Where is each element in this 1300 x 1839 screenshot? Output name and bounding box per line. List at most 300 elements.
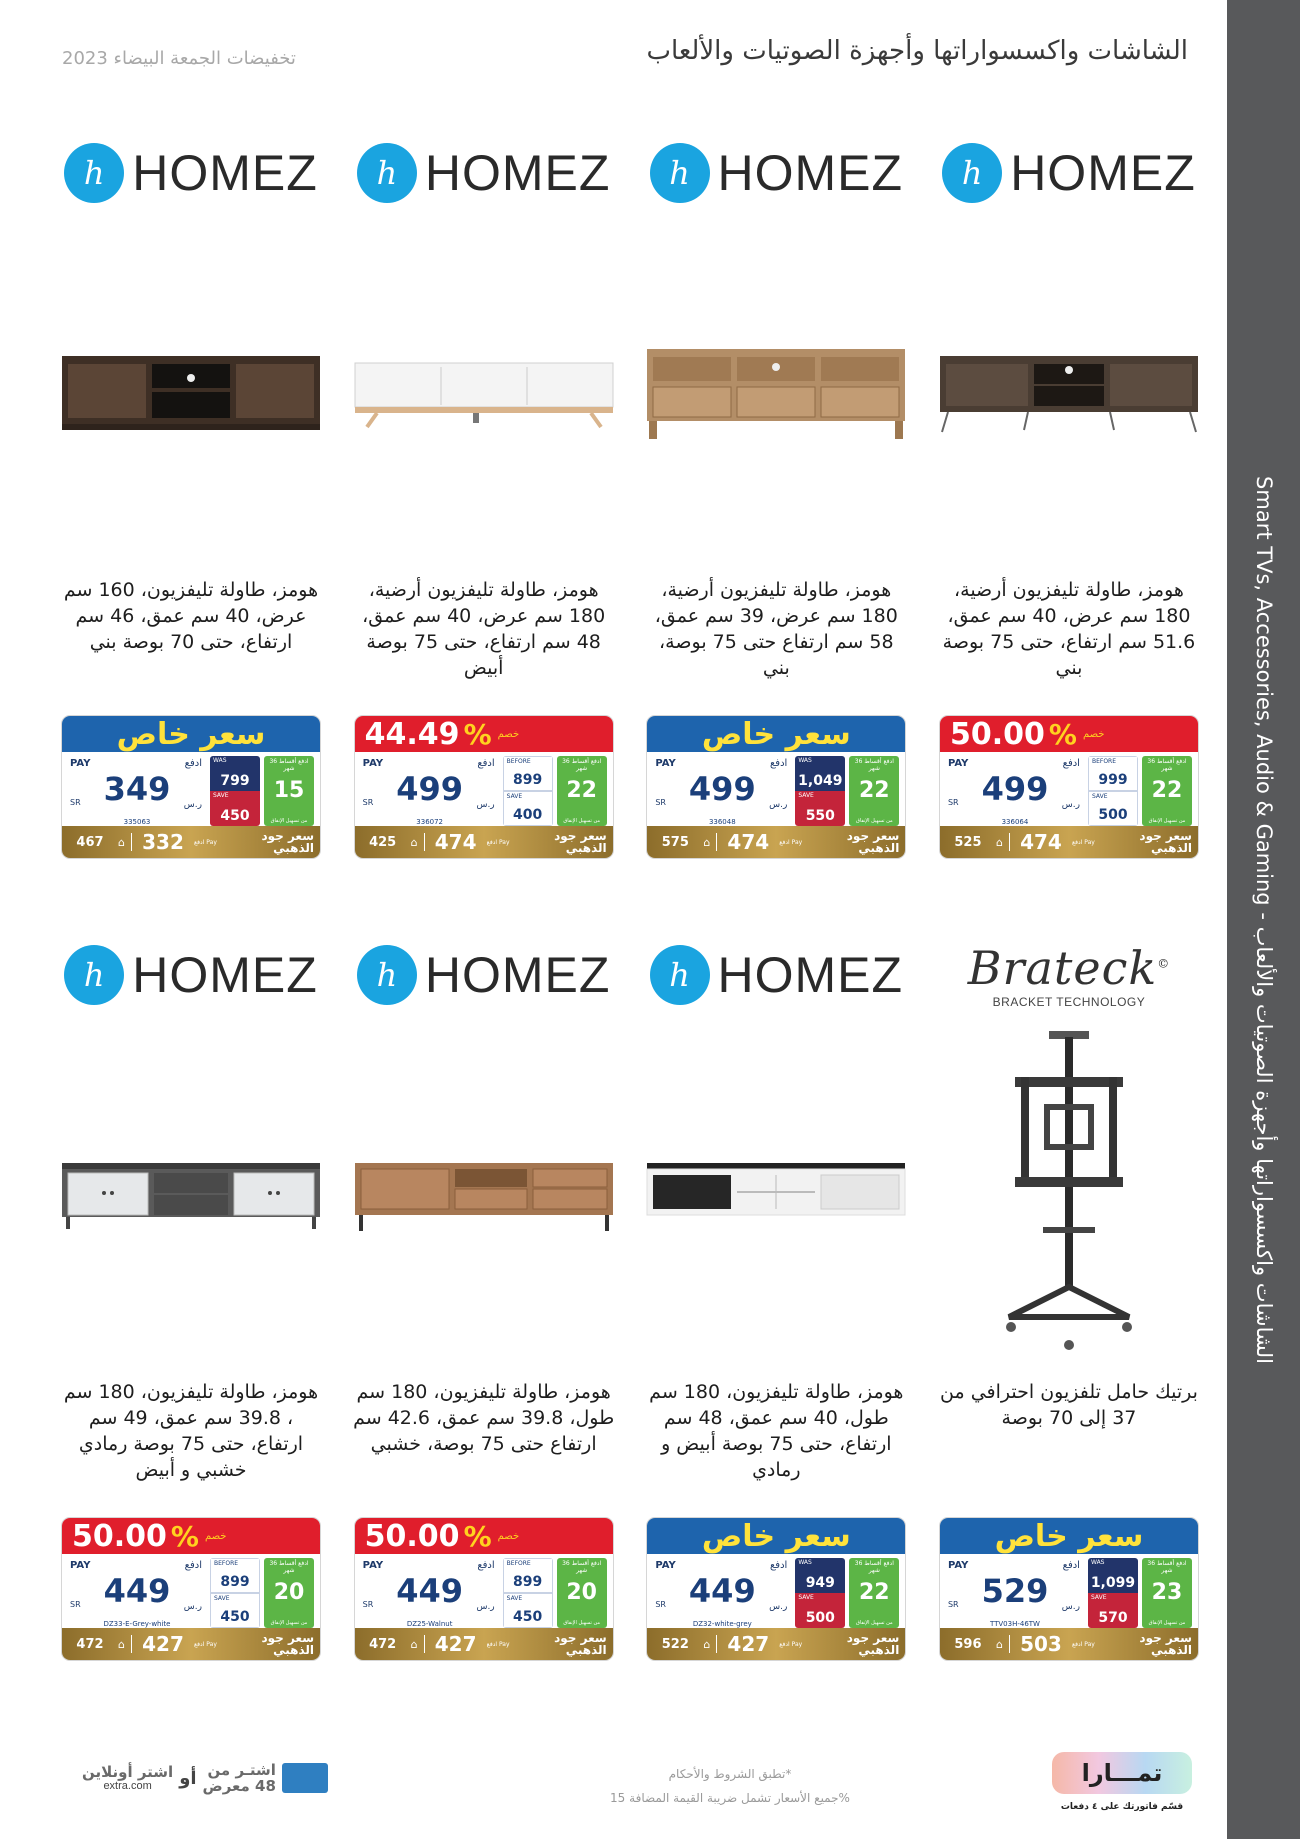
gold-original-price: 467 <box>76 834 104 850</box>
installment-amount: 20 <box>566 1580 597 1605</box>
product-sku: 336064 <box>1001 818 1029 826</box>
installment-label: ادفع أقساط 36 شهر <box>562 1560 602 1574</box>
product-image <box>60 1027 322 1367</box>
product-sku: TTV03H-46TW <box>989 1620 1040 1628</box>
pay-label-ar: ادفع <box>1062 1560 1080 1571</box>
or-text: أو <box>179 1767 197 1789</box>
save-amount: 450 <box>220 808 250 824</box>
currency-rs: ر.س <box>183 800 202 810</box>
price-details <box>940 1554 1198 1628</box>
was-save-box <box>210 756 260 826</box>
price-tag <box>940 716 1198 858</box>
product-image <box>60 225 322 565</box>
currency-rs: ر.س <box>769 800 788 810</box>
installment-amount: 22 <box>566 778 597 803</box>
installment-box <box>849 1558 899 1628</box>
gold-original-price: 525 <box>954 834 982 850</box>
gold-label: سعر جود الذهبي <box>554 829 607 855</box>
homez-mark-icon: h <box>357 945 417 1005</box>
pay-label-en: PAY <box>947 1560 969 1571</box>
brand-logo <box>60 120 322 225</box>
save-label: SAVE <box>798 1594 814 1601</box>
discount-label: خصم <box>204 1530 227 1542</box>
special-price-label: سعر خاص <box>994 1518 1144 1554</box>
store-icon <box>282 1763 328 1793</box>
save-label: SAVE <box>213 792 229 799</box>
divider <box>1009 833 1010 851</box>
pay-price: 449 <box>396 1572 464 1610</box>
homez-mark-icon: h <box>357 143 417 203</box>
installment-note: من تسهيل الإنفاق <box>563 818 600 824</box>
product-description: هومز، طاولة تليفزيون، 160 سم عرض، 40 سم عمق، 46 سم ارتفاع، حتى 70 بوصة بني <box>63 579 319 653</box>
homez-logo <box>357 945 611 1005</box>
homez-logo <box>942 143 1196 203</box>
pay-box <box>653 1558 791 1628</box>
pay-label-ar: ادفع <box>184 1560 202 1571</box>
gold-price-strip <box>647 826 905 858</box>
discount-label: خصم <box>497 728 520 740</box>
gold-price: 427 <box>434 1632 477 1656</box>
save-label: SAVE <box>798 792 814 799</box>
extra-url: extra.com <box>103 1780 152 1792</box>
gold-price-strip <box>940 826 1198 858</box>
was-label: BEFORE <box>506 1560 531 1567</box>
save-amount: 500 <box>805 1610 835 1626</box>
product-card[interactable] <box>60 120 322 870</box>
currency-rs: ر.س <box>769 1602 788 1612</box>
save-amount: 570 <box>1098 1610 1128 1626</box>
terms-text: *تطبق الشروط والأحكام <box>668 1767 792 1781</box>
installment-note: من تسهيل الإنفاق <box>855 1620 893 1626</box>
product-description: هومز، طاولة تليفزيون، 180 سم ، 39.8 سم عمق، 49 سم ارتفاع، حتى 75 بوصة رمادي خشبي و أبيض <box>63 1381 319 1481</box>
divider <box>131 833 132 851</box>
save-amount: 450 <box>220 1609 250 1625</box>
store-text: اشتـر من 48 معرض <box>202 1761 276 1795</box>
currency-rs: ر.س <box>476 800 495 810</box>
extra-logo[interactable] <box>82 1764 173 1792</box>
homez-mark-icon: h <box>650 945 710 1005</box>
brand-logo <box>938 120 1200 225</box>
pay-box <box>653 756 791 826</box>
was-price: 899 <box>513 772 543 788</box>
gold-price-strip <box>940 1628 1198 1660</box>
product-image <box>353 225 615 565</box>
shopping-bag-icon: ⌂ <box>703 835 711 849</box>
was-save-box <box>795 756 845 826</box>
gold-original-price: 522 <box>661 1636 689 1652</box>
sidebar-section-title: Smart TVs, Accessories, Audio & Gaming - الشاشات واكسسواراتها وأجهزة الصوتيات والألعاب <box>1251 475 1276 1364</box>
was-block <box>503 756 553 791</box>
was-block <box>210 1558 260 1593</box>
installment-label: ادفع أقساط 36 شهر <box>854 1560 894 1574</box>
currency-rs: ر.س <box>1061 1602 1080 1612</box>
installment-note: من تسهيل الإنفاق <box>563 1620 600 1626</box>
gold-price: 474 <box>727 830 770 854</box>
pay-label-en: PAY <box>362 758 384 769</box>
divider <box>424 833 425 851</box>
gold-price-strip <box>355 1628 613 1660</box>
gold-label: سعر جود الذهبي <box>261 1631 314 1657</box>
brand-logo <box>353 120 615 225</box>
brateck-tagline: BRACKET TECHNOLOGY <box>992 994 1146 1009</box>
discount-banner <box>62 1518 320 1554</box>
gold-original-price: 596 <box>954 1636 982 1652</box>
discount-banner <box>355 1518 613 1554</box>
product-card[interactable] <box>938 922 1200 1672</box>
percent-symbol: % <box>463 1519 492 1553</box>
installment-note: من تسهيل الإنفاق <box>1148 1620 1186 1626</box>
divider <box>716 833 717 851</box>
price-details <box>62 752 320 826</box>
gold-label: سعر جود الذهبي <box>846 829 900 855</box>
special-price-banner <box>647 716 905 752</box>
currency-rs: ر.س <box>183 1602 202 1612</box>
special-price-label: سعر خاص <box>116 716 266 752</box>
product-sku: DZ32-white-grey <box>692 1620 752 1628</box>
gold-pay-label: ادفع Pay <box>486 838 510 846</box>
save-amount: 450 <box>513 1609 543 1625</box>
pay-price: 349 <box>103 770 171 808</box>
pay-price: 499 <box>396 770 464 808</box>
product-image <box>353 1027 615 1367</box>
currency-rs: ر.س <box>1061 800 1080 810</box>
homez-mark-icon: h <box>64 945 124 1005</box>
currency-sr: SR <box>70 1600 81 1609</box>
pay-label-ar: ادفع <box>477 758 495 769</box>
divider <box>716 1635 717 1653</box>
pay-price: 529 <box>981 1572 1049 1610</box>
price-tag <box>940 1518 1198 1660</box>
was-block <box>1088 756 1138 791</box>
currency-sr: SR <box>655 798 666 807</box>
discount-percent: 50.00 <box>72 1518 167 1554</box>
save-label: SAVE <box>1090 1594 1107 1601</box>
brateck-reg: © <box>1157 956 1171 971</box>
was-save-box <box>210 1558 260 1628</box>
gold-original-price: 575 <box>661 834 689 850</box>
gold-pay-label: ادفع Pay <box>1071 838 1095 846</box>
currency-sr: SR <box>362 798 374 807</box>
product-row-1 <box>60 120 1200 870</box>
save-block <box>210 1593 260 1628</box>
price-tag <box>62 1518 320 1660</box>
homez-logo <box>64 143 318 203</box>
discount-banner <box>940 716 1198 752</box>
product-card[interactable] <box>645 120 907 870</box>
pay-label-en: PAY <box>655 1560 676 1571</box>
price-details <box>62 1554 320 1628</box>
price-tag <box>647 1518 905 1660</box>
was-label: BEFORE <box>506 758 531 765</box>
price-tag <box>647 716 905 858</box>
discount-percent: 44.49 <box>364 716 460 752</box>
homez-wordmark: HOMEZ <box>424 946 611 1003</box>
gold-price-strip <box>647 1628 905 1660</box>
was-block <box>1088 1558 1138 1593</box>
product-image <box>938 1027 1200 1367</box>
gold-pay-label: ادفع Pay <box>193 1640 217 1648</box>
gold-pay-label: ادفع Pay <box>779 1640 803 1648</box>
product-card[interactable] <box>353 120 615 870</box>
product-sku: 336072 <box>416 818 444 826</box>
pay-label-ar: ادفع <box>184 758 202 769</box>
installment-amount: 22 <box>859 778 890 803</box>
product-card[interactable] <box>353 922 615 1672</box>
gold-price: 332 <box>142 830 184 854</box>
homez-logo <box>650 945 904 1005</box>
save-block <box>795 791 845 826</box>
was-save-box <box>503 1558 553 1628</box>
save-label: SAVE <box>506 793 523 800</box>
installment-box <box>264 756 314 826</box>
homez-logo <box>650 143 904 203</box>
pay-box <box>946 1558 1084 1628</box>
divider <box>131 1635 132 1653</box>
currency-rs: ر.س <box>476 1602 495 1612</box>
installment-amount: 22 <box>1151 778 1183 803</box>
homez-wordmark: HOMEZ <box>717 946 904 1003</box>
gold-label: سعر جود الذهبي <box>846 1631 900 1657</box>
save-label: SAVE <box>214 1595 230 1602</box>
product-description: برتيك حامل تلفزيون احترافي من 37 إلى 70 بوصة <box>940 1381 1198 1429</box>
homez-wordmark: HOMEZ <box>132 946 318 1003</box>
homez-logo <box>64 945 318 1005</box>
installment-label: ادفع أقساط 36 شهر <box>854 758 894 772</box>
was-price: 949 <box>805 1575 835 1591</box>
tamara-subtitle: قسّم فاتورتك على ٤ دفعات <box>1060 1802 1184 1812</box>
special-price-banner <box>647 1518 905 1554</box>
gold-original-price: 472 <box>76 1636 104 1652</box>
homez-mark-icon: h <box>650 143 710 203</box>
shopping-bag-icon: ⌂ <box>118 835 125 849</box>
gold-pay-label: ادفع Pay <box>486 1640 510 1648</box>
installment-note: من تسهيل الإنفاق <box>1148 818 1186 824</box>
pay-label-en: PAY <box>947 758 969 769</box>
pay-box <box>946 756 1084 826</box>
gold-pay-label: ادفع Pay <box>779 838 803 846</box>
divider <box>1009 1635 1010 1653</box>
installment-box <box>1142 1558 1192 1628</box>
product-description: هومز، طاولة تليفزيون أرضية، 180 سم عرض، 40 سم عمق، 51.6 سم ارتفاع، حتى 75 بوصة بني <box>942 579 1196 679</box>
product-card[interactable] <box>645 922 907 1672</box>
gold-pay-label: ادفع Pay <box>193 838 217 846</box>
was-price: 999 <box>1098 772 1128 788</box>
installment-note: من تسهيل الإنفاق <box>855 818 893 824</box>
installment-amount: 15 <box>273 778 305 803</box>
homez-logo <box>357 143 611 203</box>
brand-logo <box>938 922 1200 1027</box>
was-block <box>795 756 845 791</box>
tamara-promo[interactable] <box>1052 1752 1192 1812</box>
price-details <box>647 1554 905 1628</box>
brand-logo <box>645 120 907 225</box>
was-block <box>795 1558 845 1593</box>
homez-mark-icon: h <box>942 143 1002 203</box>
homez-mark-icon: h <box>64 143 124 203</box>
pay-label-en: PAY <box>70 1560 91 1571</box>
gold-label: سعر جود الذهبي <box>1139 829 1192 855</box>
page-title: الشاشات واكسسواراتها وأجهزة الصوتيات والألعاب <box>646 36 1188 66</box>
was-block <box>210 756 260 791</box>
price-details <box>355 1554 613 1628</box>
shopping-bag-icon: ⌂ <box>118 1637 125 1651</box>
shopping-bag-icon: ⌂ <box>703 1637 711 1651</box>
discount-percent: 50.00 <box>364 1518 460 1554</box>
pay-label-en: PAY <box>70 758 91 769</box>
price-details <box>355 752 613 826</box>
percent-symbol: % <box>1048 717 1077 751</box>
pay-label-ar: ادفع <box>769 758 788 769</box>
was-price: 899 <box>220 1574 250 1590</box>
gold-price: 503 <box>1020 1632 1062 1656</box>
was-label: WAS <box>1090 1559 1105 1566</box>
pay-box <box>361 1558 499 1628</box>
homez-wordmark: HOMEZ <box>1010 144 1196 201</box>
installment-label: ادفع أقساط 36 شهر <box>269 758 309 772</box>
brateck-name: Brateck <box>967 940 1158 995</box>
gold-price: 474 <box>1020 830 1062 854</box>
product-description: هومز، طاولة تليفزيون، 180 سم طول، 40 سم عمق، 48 سم ارتفاع، حتى 75 بوصة أبيض و رمادي <box>649 1381 904 1481</box>
footer-notes <box>580 1762 880 1810</box>
installment-box <box>264 1558 314 1628</box>
was-price: 1,099 <box>1090 1575 1136 1591</box>
was-label: WAS <box>213 757 227 764</box>
save-block <box>503 1593 553 1628</box>
vat-text: %جميع الأسعار تشمل ضريبة القيمة المضافة 15 <box>610 1791 850 1805</box>
pay-label-en: PAY <box>655 758 676 769</box>
gold-price: 427 <box>142 1632 184 1656</box>
gold-label: سعر جود الذهبي <box>261 829 314 855</box>
product-sku: 335063 <box>123 818 151 826</box>
homez-wordmark: HOMEZ <box>717 144 904 201</box>
pay-price: 499 <box>981 770 1049 808</box>
installment-box <box>1142 756 1192 826</box>
save-block <box>503 791 553 826</box>
currency-sr: SR <box>362 1600 374 1609</box>
price-tag <box>62 716 320 858</box>
installment-amount: 23 <box>1151 1580 1183 1605</box>
save-block <box>210 791 260 826</box>
product-grid <box>60 120 1200 1672</box>
gold-original-price: 472 <box>369 1636 397 1652</box>
product-image <box>645 225 907 565</box>
pay-price: 499 <box>688 770 756 808</box>
homez-wordmark: HOMEZ <box>132 144 318 201</box>
pay-box <box>68 1558 206 1628</box>
save-block <box>1088 1593 1138 1628</box>
price-details <box>647 752 905 826</box>
pay-label-en: PAY <box>362 1560 384 1571</box>
product-description: هومز، طاولة تليفزيون، 180 سم طول، 39.8 سم عمق، 42.6 سم ارتفاع حتى 75 بوصة، خشبي <box>353 1381 615 1455</box>
was-price: 799 <box>220 773 250 789</box>
gold-price: 427 <box>727 1632 770 1656</box>
save-label: SAVE <box>1091 793 1108 800</box>
gold-pay-label: ادفع Pay <box>1071 1640 1095 1648</box>
discount-label: خصم <box>497 1530 520 1542</box>
homez-wordmark: HOMEZ <box>424 144 611 201</box>
brateck-wordmark <box>968 941 1171 995</box>
gold-label: سعر جود الذهبي <box>1139 1631 1192 1657</box>
buy-online-text: اشتر أونلاين <box>82 1763 174 1781</box>
save-block <box>795 1593 845 1628</box>
shopping-bag-icon: ⌂ <box>995 1637 1003 1651</box>
was-label: BEFORE <box>1091 758 1117 765</box>
price-details <box>940 752 1198 826</box>
was-block <box>503 1558 553 1593</box>
gold-price-strip <box>62 826 320 858</box>
pay-price: 449 <box>688 1572 756 1610</box>
save-amount: 500 <box>1098 807 1128 823</box>
tamara-logo: تمـــارا <box>1052 1752 1192 1794</box>
brateck-logo <box>968 941 1171 1009</box>
installment-box <box>557 756 607 826</box>
product-image <box>645 1027 907 1367</box>
special-price-label: سعر خاص <box>701 716 851 752</box>
installment-label: ادفع أقساط 36 شهر <box>562 758 602 772</box>
percent-symbol: % <box>170 1519 199 1553</box>
was-label: BEFORE <box>214 1560 239 1567</box>
installment-amount: 20 <box>273 1580 305 1605</box>
pay-box <box>361 756 499 826</box>
sidebar-band <box>1227 0 1300 1839</box>
was-save-box <box>795 1558 845 1628</box>
brand-logo <box>353 922 615 1027</box>
brand-logo <box>60 922 322 1027</box>
installment-label: ادفع أقساط 36 شهر <box>1147 1560 1187 1574</box>
shopping-bag-icon: ⌂ <box>410 835 418 849</box>
product-card[interactable] <box>938 120 1200 870</box>
product-card[interactable] <box>60 922 322 1672</box>
pay-label-ar: ادفع <box>1062 758 1080 769</box>
shopping-bag-icon: ⌂ <box>410 1637 418 1651</box>
price-tag <box>355 716 613 858</box>
gold-label: سعر جود الذهبي <box>554 1631 607 1657</box>
installment-label: ادفع أقساط 36 شهر <box>269 1560 309 1574</box>
special-price-banner <box>62 716 320 752</box>
was-price: 1,049 <box>798 773 843 789</box>
product-row-2 <box>60 922 1200 1672</box>
discount-label: خصم <box>1082 728 1105 740</box>
pay-label-ar: ادفع <box>477 1560 495 1571</box>
currency-sr: SR <box>655 1600 666 1609</box>
discount-percent: 50.00 <box>949 716 1045 752</box>
installment-note: من تسهيل الإنفاق <box>270 818 308 824</box>
installment-amount: 22 <box>859 1580 890 1605</box>
divider <box>424 1635 425 1653</box>
gold-price-strip <box>62 1628 320 1660</box>
currency-sr: SR <box>947 798 959 807</box>
discount-banner <box>355 716 613 752</box>
page-subtitle: تخفيضات الجمعة البيضاء 2023 <box>62 48 296 69</box>
product-sku: DZ33-E-Grey-white <box>103 1620 171 1628</box>
product-sku: DZ25-Walnut <box>406 1620 453 1628</box>
installment-note: من تسهيل الإنفاق <box>270 1620 308 1626</box>
was-price: 899 <box>513 1574 543 1590</box>
pay-price: 449 <box>103 1572 171 1610</box>
gold-price: 474 <box>434 830 477 854</box>
special-price-banner <box>940 1518 1198 1554</box>
installment-box <box>849 756 899 826</box>
product-image <box>938 225 1200 565</box>
currency-sr: SR <box>947 1600 959 1609</box>
save-amount: 400 <box>513 807 543 823</box>
gold-original-price: 425 <box>369 834 397 850</box>
save-block <box>1088 791 1138 826</box>
was-save-box <box>1088 1558 1138 1628</box>
installment-box <box>557 1558 607 1628</box>
gold-price-strip <box>355 826 613 858</box>
percent-symbol: % <box>463 717 492 751</box>
